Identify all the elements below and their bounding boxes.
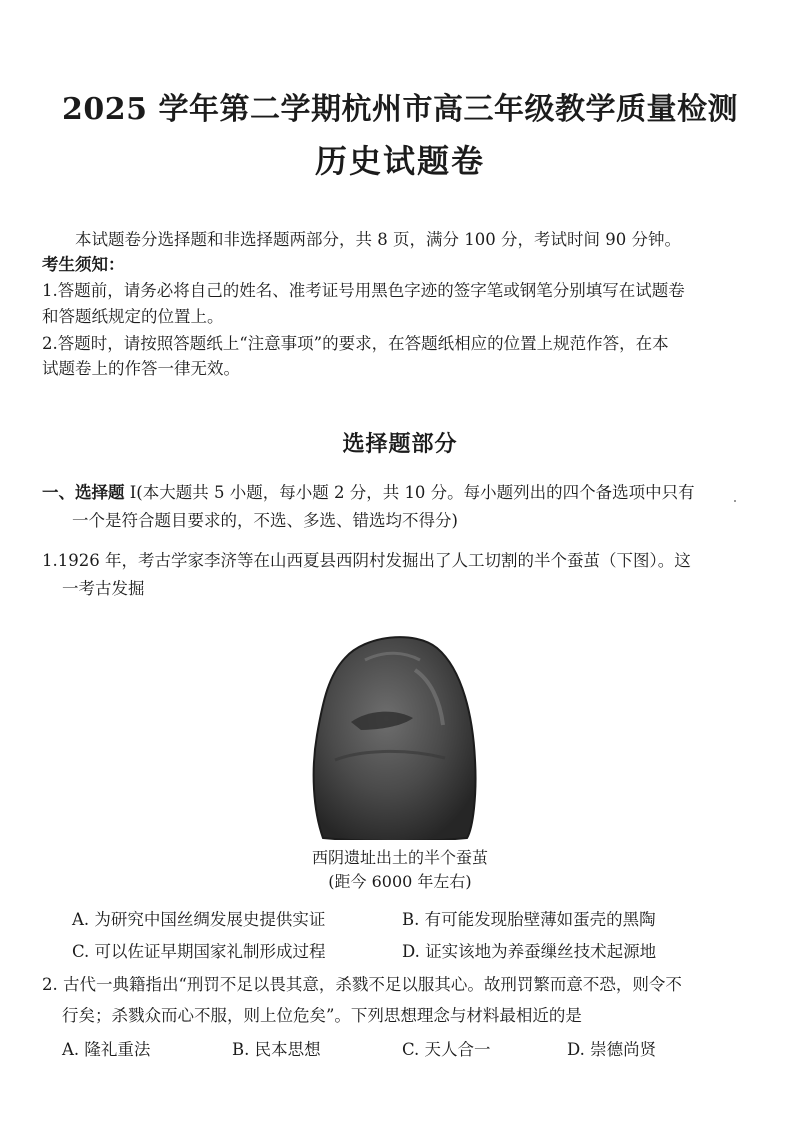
part-desc-line2: 一个是符合题目要求的，不选、多选、错选均不得分) — [72, 511, 458, 530]
subject-title: 历史试题卷 — [314, 142, 485, 180]
part-heading — [42, 482, 695, 504]
q1-option-a: A. 为研究中国丝绸发展史提供实证 — [72, 910, 326, 929]
paper-info: 本试题卷分选择题和非选择题两部分，共 8 页，满分 100 分，考试时间 90 分钟。 — [75, 230, 681, 249]
q1-stem-line1: 1.1926 年，考古学家李济等在山西夏县西阴村发掘出了人工切割的半个蚕茧（下图）。这 — [42, 551, 691, 570]
figure-caption-line1: 西阴遗址出土的半个蚕茧 — [311, 848, 488, 867]
q2-option-d: D. 崇德尚贤 — [567, 1040, 657, 1059]
q1-option-c: C. 可以佐证早期国家礼制形成过程 — [72, 942, 326, 961]
part-label: 一、选择题 — [42, 483, 125, 502]
q2-stem-line2: 行矣；杀戮众而心不服，则上位危矣”。下列思想理念与材料最相近的是 — [62, 1006, 582, 1025]
section-title: 选择题部分 — [342, 431, 458, 457]
silk-cocoon-photo — [305, 630, 485, 840]
q1-stem-line2: 一考古发掘 — [62, 579, 145, 598]
notice-heading: 考生须知： — [42, 255, 125, 274]
q2-option-c: C. 天人合一 — [402, 1040, 491, 1059]
notice-2-line1: 2.答题时，请按照答题纸上“注意事项”的要求，在答题纸相应的位置上规范作答，在本 — [42, 334, 669, 353]
q1-option-d: D. 证实该地为养蚕缫丝技术起源地 — [402, 942, 657, 961]
figure-caption-line2: (距今 6000 年左右) — [328, 872, 472, 891]
q2-stem-line1: 2. 古代一典籍指出“刑罚不足以畏其意，杀戮不足以服其心。故刑罚繁而意不恐，则令不 — [42, 975, 682, 994]
q2-option-b: B. 民本思想 — [232, 1040, 321, 1059]
notice-1-line2: 和答题纸规定的位置上。 — [42, 307, 224, 326]
part-desc-line1: (本大题共 5 小题，每小题 2 分，共 10 分。每小题列出的四个备选项中只有 — [136, 483, 695, 502]
scan-speck — [734, 500, 736, 502]
notice-1-line1: 1.答题前，请务必将自己的姓名、准考证号用黑色字迹的签字笔或钢笔分别填写在试题卷 — [42, 281, 685, 300]
q2-option-a: A. 隆礼重法 — [62, 1040, 151, 1059]
notice-2-line2: 试题卷上的作答一律无效。 — [42, 359, 240, 378]
q1-option-b: B. 有可能发现胎壁薄如蛋壳的黑陶 — [402, 910, 656, 929]
part-number: Ⅰ — [129, 483, 137, 502]
exam-title: 2025 学年第二学期杭州市高三年级教学质量检测 — [62, 92, 738, 127]
